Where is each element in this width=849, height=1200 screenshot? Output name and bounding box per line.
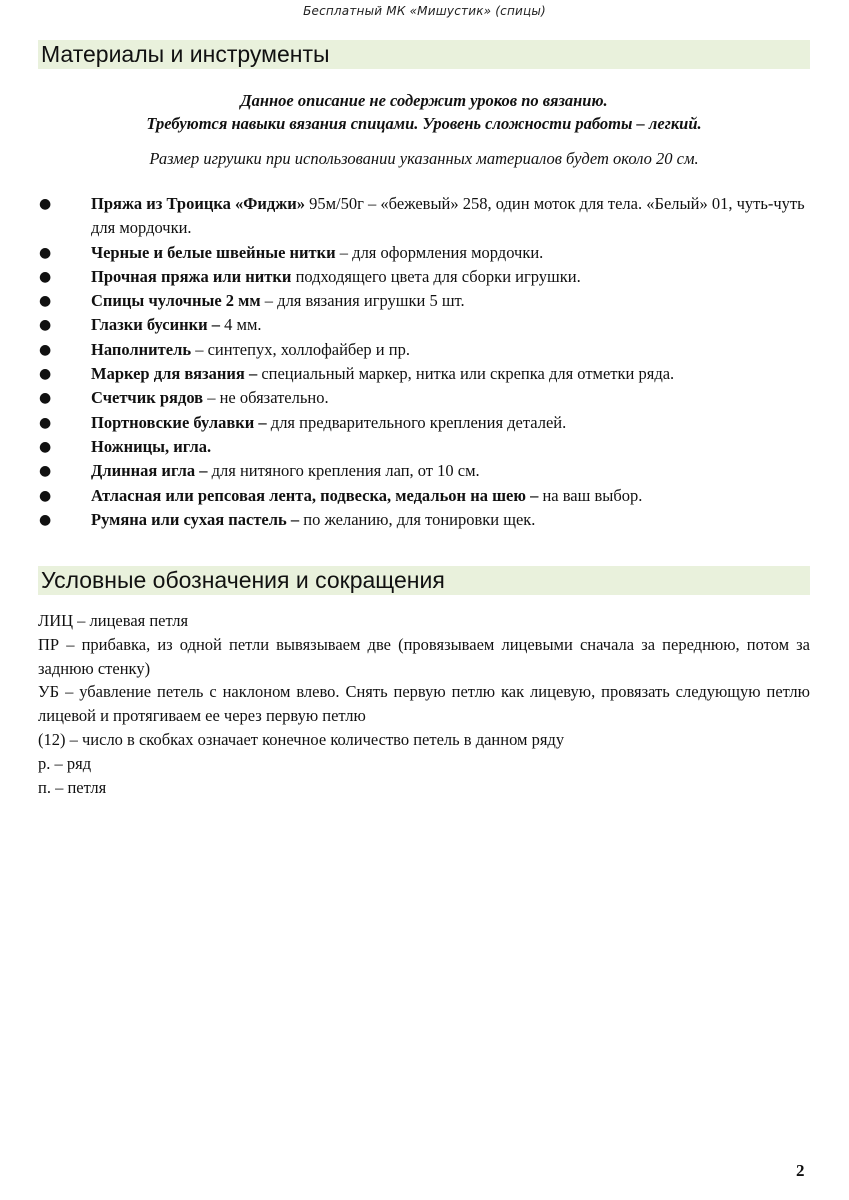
item-bold: Наполнитель <box>91 339 192 359</box>
page-header: Бесплатный МК «Мишустик» (спицы) <box>303 4 546 18</box>
item-bold: Прочная пряжа или нитки <box>91 266 292 286</box>
item-text: подходящего цвета для сборки игрушки. <box>291 266 581 286</box>
list-item <box>38 484 810 508</box>
item-text: специальный маркер, нитка или скрепка для отметки ряда. <box>257 364 675 384</box>
item-bold: Счетчик рядов <box>91 388 204 408</box>
list-item <box>38 508 810 532</box>
item-bold: Портновские булавки – <box>91 412 267 432</box>
item-bold: Ножницы, игла. <box>91 436 212 456</box>
item-bold: Глазки бусинки – <box>91 315 221 335</box>
bullet-icon: ● <box>39 438 52 455</box>
intro-line-1: Данное описание не содержит уроков по вязанию. <box>240 91 608 110</box>
item-text: – синтепух, холлофайбер и пр. <box>191 339 410 359</box>
intro-line-2: Требуются навыки вязания спицами. Уровень сложности работы – легкий. <box>146 114 702 133</box>
abbreviation-line: р. – ряд <box>38 753 92 773</box>
list-item <box>38 289 810 313</box>
item-text: для нитяного крепления лап, от 10 см. <box>207 461 480 481</box>
bullet-icon: ● <box>39 244 52 261</box>
list-item <box>38 386 810 410</box>
list-item <box>38 192 810 241</box>
intro-block <box>38 89 810 170</box>
list-item <box>38 459 810 483</box>
item-text: на ваш выбор. <box>538 485 643 505</box>
abbreviation-line: ЛИЦ – лицевая петля <box>38 611 189 630</box>
abbreviation-line: п. – петля <box>38 777 107 797</box>
item-text: 4 мм. <box>220 315 262 335</box>
bullet-icon: ● <box>39 366 52 383</box>
bullet-icon: ● <box>39 463 52 480</box>
abbreviation-line: УБ – убавление петель с наклоном влево. Снять первую петлю как лицевую, провязать следующую петлю лицевой и протягиваем ее через первую петлю <box>38 682 810 726</box>
item-text: по желанию, для тонировки щек. <box>299 509 536 529</box>
item-text: для предварительного крепления деталей. <box>266 412 567 432</box>
list-item <box>38 362 810 386</box>
list-item <box>38 313 810 337</box>
list-item <box>38 435 810 459</box>
bullet-icon: ● <box>39 341 52 358</box>
bullet-icon: ● <box>39 293 52 310</box>
bullet-icon: ● <box>39 317 52 334</box>
bullet-icon: ● <box>39 487 52 504</box>
list-item <box>38 338 810 362</box>
list-item <box>38 265 810 289</box>
materials-list <box>38 192 810 532</box>
item-bold: Румяна или сухая пастель – <box>91 509 300 529</box>
section-heading-materials: Материалы и инструменты <box>38 40 810 69</box>
item-text: – не обязательно. <box>203 388 329 408</box>
section-heading-abbreviations: Условные обозначения и сокращения <box>38 566 810 595</box>
bullet-icon: ● <box>39 511 52 528</box>
item-bold: Пряжа из Троицка «Фиджи» <box>91 194 305 213</box>
size-note: Размер игрушки при использовании указанных материалов будет около 20 см. <box>149 149 699 168</box>
item-bold: Длинная игла – <box>91 461 208 481</box>
abbreviation-line: (12) – число в скобках означает конечное количество петель в данном ряду <box>38 729 565 749</box>
item-text: – для оформления мордочки. <box>335 242 544 262</box>
item-bold: Маркер для вязания – <box>91 364 258 384</box>
bullet-icon: ● <box>39 268 52 285</box>
abbreviations-block <box>38 609 810 799</box>
item-text: – для вязания игрушки 5 шт. <box>260 291 465 311</box>
item-bold: Атласная или репсовая лента, подвеска, медальон на шею – <box>91 485 539 505</box>
abbreviation-line: ПР – прибавка, из одной петли вывязываем две (провязываем лицевыми сначала за переднюю, потом за заднюю стенку) <box>38 634 810 678</box>
bullet-icon: ● <box>39 414 52 431</box>
bullet-icon: ● <box>39 390 52 407</box>
list-item <box>38 241 810 265</box>
item-text: 95м/50г – «бежевый» 258, один моток для тела. «Белый» 01, чуть-чуть для мордочки. <box>91 194 805 238</box>
page-number: 2 <box>796 1161 805 1180</box>
bullet-icon: ● <box>39 196 52 212</box>
item-bold: Черные и белые швейные нитки <box>91 242 336 262</box>
item-bold: Спицы чулочные 2 мм <box>91 291 261 311</box>
list-item <box>38 411 810 435</box>
